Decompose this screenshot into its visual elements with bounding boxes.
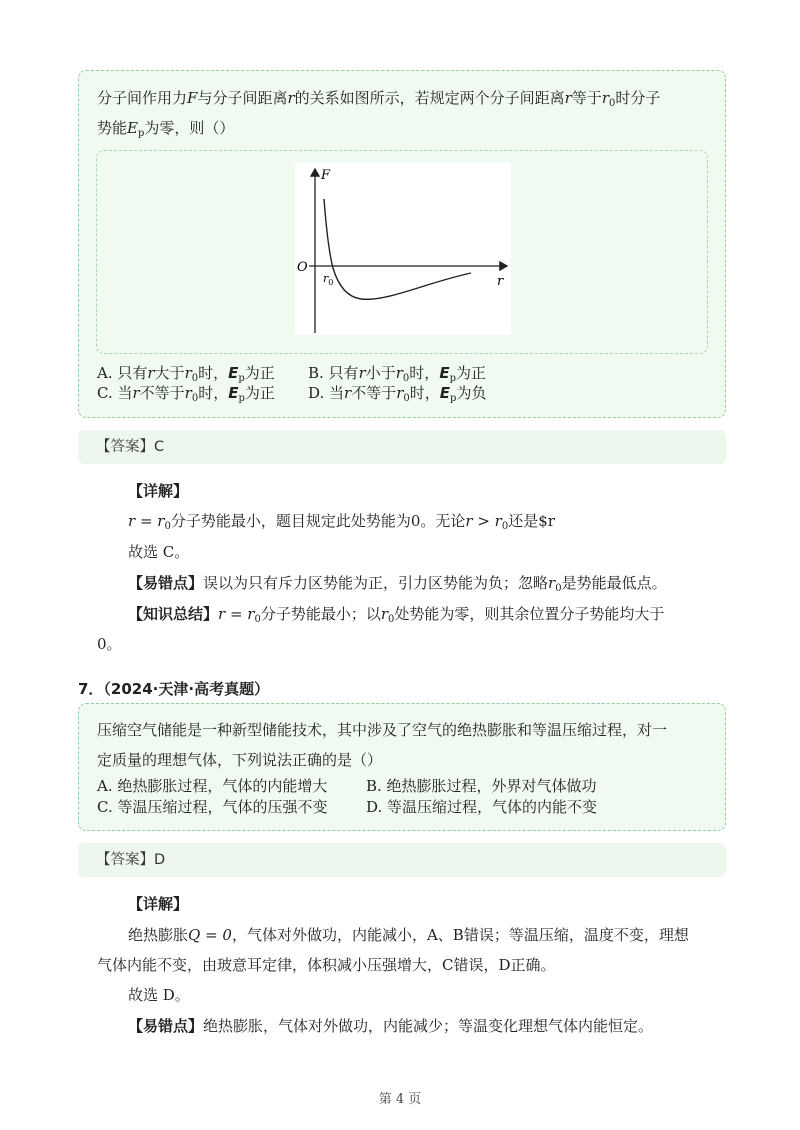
q7-pitfall: 【易错点】绝热膨胀，气体对外做功，内能减少；等温变化理想气体内能恒定。	[128, 1017, 654, 1035]
q7-detail-line2: 气体内能不变，由玻意耳定律，体积减小压强增大，C错误，D正确。	[97, 956, 556, 974]
force-distance-figure	[295, 163, 511, 335]
q6-summary-line2: 0。	[97, 635, 122, 653]
q6-option-a: A. 只有r大于$r_0$时，$E_p$为正	[97, 364, 275, 384]
answer-label: 【答案】	[96, 439, 154, 455]
force-curve	[324, 199, 471, 299]
answer-label: 【答案】	[96, 852, 154, 868]
q6-stem-line2: 势能$E_p$为零，则（）	[97, 119, 235, 139]
q6-option-d: D. 当r不等于$r_0$时，$E_p$为负	[308, 384, 487, 404]
q7-detail-line1: 绝热膨胀Q = 0，气体对外做功，内能减小，A、B错误；等温压缩，温度不变，理想	[128, 926, 689, 944]
q6-detail-choose: 故选 C。	[128, 543, 190, 561]
q6-option-c: C. 当r不等于$r_0$时，$E_p$为正	[97, 384, 275, 404]
q7-heading: 7．（2024·天津·高考真题）	[78, 680, 270, 698]
y-axis-label: F	[321, 168, 331, 183]
q7-detail-title: 【详解】	[128, 895, 189, 913]
r0-label: $r_0$	[323, 272, 334, 287]
q7-detail-choose: 故选 D。	[128, 986, 190, 1004]
q6-stem-line1: 分子间作用力F与分子间距离r的关系如图所示，若规定两个分子间距离r等于$r_0$时分子	[97, 89, 661, 109]
force-distance-graph	[295, 163, 511, 335]
answer-value: C	[154, 439, 165, 455]
origin-label: O	[297, 260, 308, 275]
q6-pitfall: 【易错点】误以为只有斥力区势能为正，引力区势能为负；忽略$r_0$是势能最低点。	[128, 574, 667, 594]
answer-value: D	[154, 852, 166, 868]
q6-summary-line1: 【知识总结】$r = r_0$分子势能最小；以$r_0$处势能为零，则其余位置分子势能均大于	[128, 605, 665, 625]
q7-option-b: B. 绝热膨胀过程，外界对气体做功	[366, 777, 597, 795]
q6-detail-line1: $r = r_0$分子势能最小，题目规定此处势能为0。无论$r > r_0$还是$r	[128, 512, 555, 532]
q7-option-c: C. 等温压缩过程，气体的压强不变	[97, 798, 328, 816]
q6-option-b: B. 只有r小于$r_0$时，$E_p$为正	[308, 364, 486, 384]
q7-stem-line1: 压缩空气储能是一种新型储能技术，其中涉及了空气的绝热膨胀和等温压缩过程，对一	[97, 721, 668, 739]
q7-option-d: D. 等温压缩过程，气体的内能不变	[366, 798, 598, 816]
q7-answer-bar	[78, 843, 726, 877]
page-number: 第 4 页	[378, 1092, 422, 1107]
q6-detail-title: 【详解】	[128, 482, 189, 500]
q6-answer-bar	[78, 430, 726, 464]
q7-option-a: A. 绝热膨胀过程，气体的内能增大	[97, 777, 328, 795]
x-axis-label: r	[497, 274, 504, 289]
q7-stem-line2: 定质量的理想气体，下列说法正确的是（）	[97, 751, 383, 769]
